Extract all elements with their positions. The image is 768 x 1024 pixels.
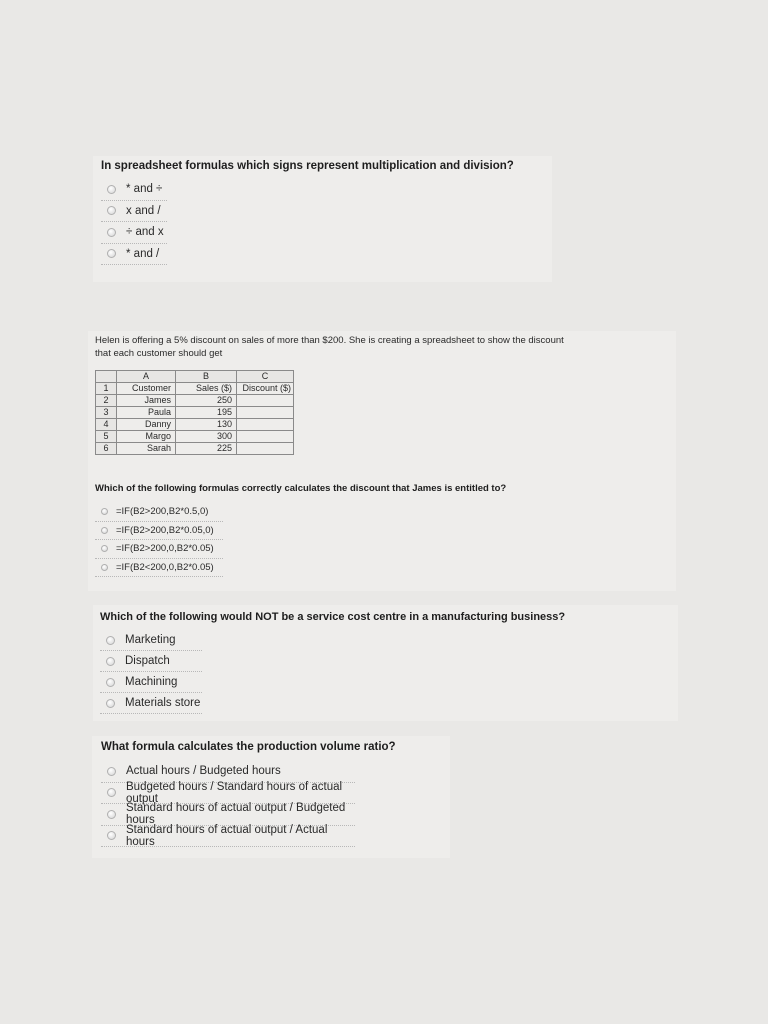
option[interactable] bbox=[101, 804, 355, 826]
cell: Paula bbox=[117, 407, 176, 419]
option[interactable] bbox=[95, 522, 223, 541]
row-number: 3 bbox=[96, 407, 117, 419]
question-title: Which of the following would NOT be a service cost centre in a manufacturing business? bbox=[100, 611, 566, 623]
option-label: * and / bbox=[126, 247, 160, 260]
option[interactable] bbox=[101, 201, 167, 223]
cell: 195 bbox=[176, 407, 237, 419]
option[interactable] bbox=[100, 630, 202, 651]
option[interactable] bbox=[101, 222, 167, 244]
cell: Customer bbox=[117, 383, 176, 395]
radio-button[interactable] bbox=[107, 249, 116, 258]
radio-button[interactable] bbox=[101, 564, 108, 571]
cell: 225 bbox=[176, 443, 237, 455]
row-number: 4 bbox=[96, 419, 117, 431]
option-label: Standard hours of actual output / Actual hours bbox=[126, 823, 328, 848]
question-card-2 bbox=[88, 331, 676, 591]
row-number: 6 bbox=[96, 443, 117, 455]
option-label: =IF(B2>200,0,B2*0.05) bbox=[116, 543, 214, 555]
options-list bbox=[101, 179, 167, 265]
option-label: ÷ and x bbox=[126, 226, 164, 239]
cell: James bbox=[117, 395, 176, 407]
table-row bbox=[96, 407, 294, 419]
radio-button[interactable] bbox=[101, 508, 108, 515]
row-number: 2 bbox=[96, 395, 117, 407]
option-label: Dispatch bbox=[125, 655, 170, 667]
radio-button[interactable] bbox=[106, 678, 115, 687]
options-list bbox=[101, 761, 355, 847]
column-header: B bbox=[176, 371, 237, 383]
table-row bbox=[96, 419, 294, 431]
cell bbox=[237, 407, 294, 419]
radio-button[interactable] bbox=[107, 185, 116, 194]
row-number: 5 bbox=[96, 431, 117, 443]
cell bbox=[237, 443, 294, 455]
radio-button[interactable] bbox=[107, 831, 116, 840]
question-intro: Helen is offering a 5% discount on sales of more than $200. She is creating a spreadsheet to show the discount that each customer should get bbox=[95, 335, 564, 359]
option-label: Machining bbox=[125, 676, 178, 688]
spreadsheet-table bbox=[95, 370, 294, 455]
radio-button[interactable] bbox=[106, 657, 115, 666]
option-label: Marketing bbox=[125, 634, 176, 646]
radio-button[interactable] bbox=[107, 788, 116, 797]
cell: 250 bbox=[176, 395, 237, 407]
radio-button[interactable] bbox=[101, 527, 108, 534]
question-card-1 bbox=[93, 156, 552, 282]
option-label: =IF(B2>200,B2*0.5,0) bbox=[116, 506, 209, 518]
option-label: =IF(B2<200,0,B2*0.05) bbox=[116, 561, 214, 573]
table-row bbox=[96, 395, 294, 407]
cell bbox=[237, 395, 294, 407]
cell bbox=[237, 431, 294, 443]
option[interactable] bbox=[101, 179, 167, 201]
option-label: * and ÷ bbox=[126, 183, 163, 196]
option-label: x and / bbox=[126, 204, 161, 217]
question-title: Which of the following formulas correctly calculates the discount that James is entitled to? bbox=[95, 483, 507, 494]
radio-button[interactable] bbox=[101, 545, 108, 552]
option[interactable] bbox=[101, 823, 355, 848]
option[interactable] bbox=[100, 693, 202, 714]
option-label: Actual hours / Budgeted hours bbox=[126, 765, 281, 778]
question-card-3 bbox=[93, 605, 678, 721]
radio-button[interactable] bbox=[107, 228, 116, 237]
option[interactable] bbox=[95, 503, 223, 522]
corner-cell bbox=[96, 371, 117, 383]
option[interactable] bbox=[101, 761, 355, 783]
option-label: =IF(B2>200,B2*0.05,0) bbox=[116, 524, 214, 536]
option[interactable] bbox=[95, 559, 223, 578]
option-label: Budgeted hours / Standard hours of actual output bbox=[126, 780, 343, 805]
cell: Margo bbox=[117, 431, 176, 443]
cell: Sarah bbox=[117, 443, 176, 455]
radio-button[interactable] bbox=[107, 767, 116, 776]
question-title: In spreadsheet formulas which signs represent multiplication and division? bbox=[101, 160, 514, 172]
cell: Danny bbox=[117, 419, 176, 431]
table-row bbox=[96, 443, 294, 455]
option[interactable] bbox=[100, 651, 202, 672]
question-title: What formula calculates the production volume ratio? bbox=[101, 741, 396, 753]
radio-button[interactable] bbox=[106, 699, 115, 708]
option-label: Standard hours of actual output / Budgeted hours bbox=[126, 802, 346, 827]
column-header: C bbox=[237, 371, 294, 383]
option-label: Materials store bbox=[125, 697, 201, 709]
cell: 130 bbox=[176, 419, 237, 431]
option[interactable] bbox=[95, 540, 223, 559]
cell: Sales ($) bbox=[176, 383, 237, 395]
column-header: A bbox=[117, 371, 176, 383]
cell: 300 bbox=[176, 431, 237, 443]
table-row bbox=[96, 431, 294, 443]
cell bbox=[237, 419, 294, 431]
radio-button[interactable] bbox=[107, 206, 116, 215]
radio-button[interactable] bbox=[107, 810, 116, 819]
radio-button[interactable] bbox=[106, 636, 115, 645]
options-list bbox=[95, 503, 223, 577]
option[interactable] bbox=[101, 780, 355, 805]
option[interactable] bbox=[101, 244, 167, 266]
option[interactable] bbox=[100, 672, 202, 693]
row-number: 1 bbox=[96, 383, 117, 395]
options-list bbox=[100, 630, 202, 714]
question-card-4 bbox=[92, 736, 450, 858]
cell: Discount ($) bbox=[237, 383, 294, 395]
column-header-row bbox=[96, 371, 294, 383]
table-row bbox=[96, 383, 294, 395]
